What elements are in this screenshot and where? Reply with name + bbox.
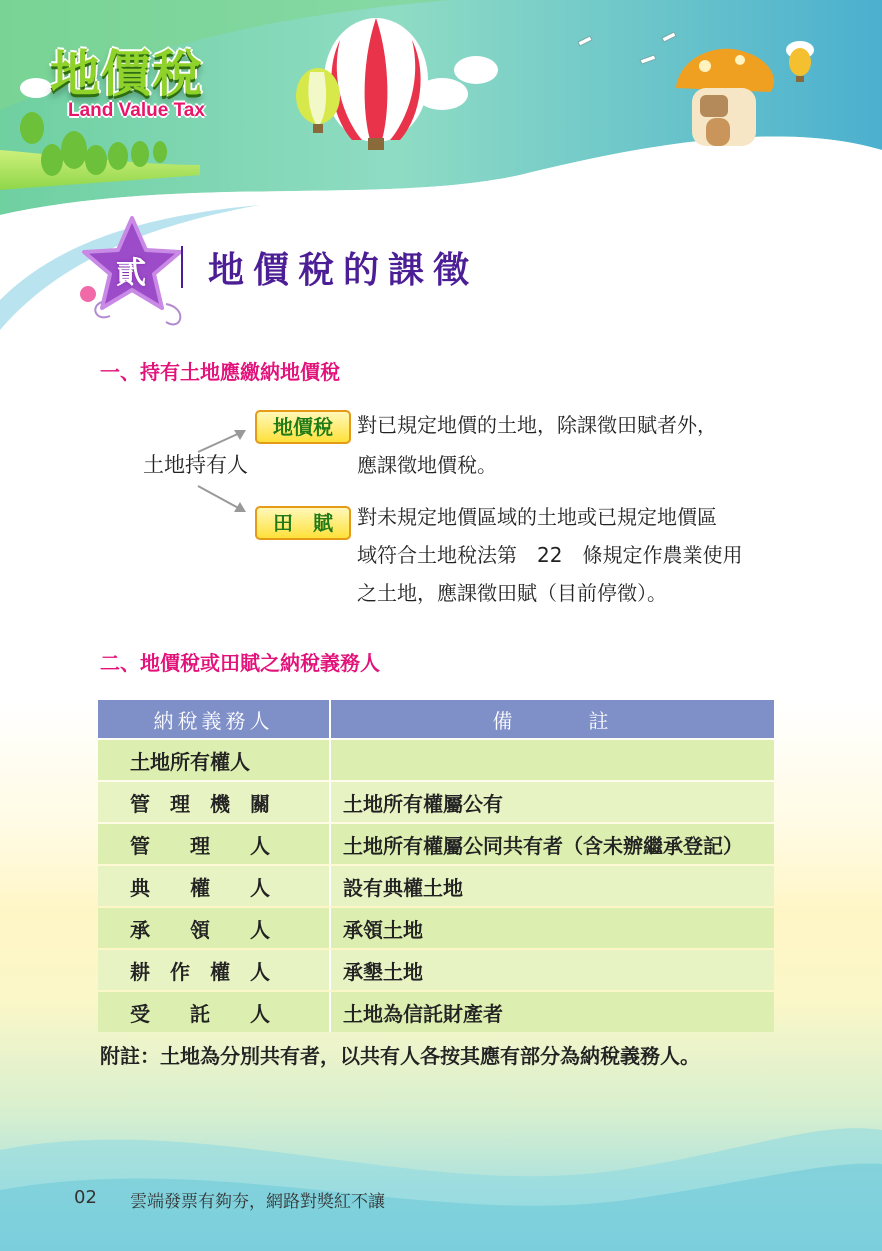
- remarks-cell: 土地所有權屬公同共有者（含未辦繼承登記）: [331, 824, 774, 864]
- taxpayer-cell: 耕 作 權 人: [98, 950, 331, 990]
- table-row: [98, 824, 774, 864]
- table-row: [98, 740, 774, 780]
- part2-heading: 二、地價稅或田賦之納稅義務人: [100, 651, 380, 675]
- taxpayer-cell: 土地所有權人: [98, 740, 331, 780]
- field-tax-description-line2: 域符合土地稅法第 22 條規定作農業使用: [357, 543, 743, 567]
- brand-subtitle: Land Value Tax: [68, 100, 205, 121]
- remarks-cell: 土地為信託財產者: [331, 992, 774, 1032]
- taxpayer-cell: 管 理 人: [98, 824, 331, 864]
- table-header-taxpayer: 納稅義務人: [98, 700, 331, 738]
- branch-arrows: [190, 420, 260, 520]
- taxpayer-cell: 管 理 機 關: [98, 782, 331, 822]
- footer-slogan: 雲端發票有夠夯，網路對獎紅不讓: [130, 1192, 385, 1212]
- lvt-description-line2: 應課徵地價稅。: [357, 453, 497, 477]
- field-tax-description-line3: 之土地，應課徵田賦（目前停徵）。: [357, 581, 667, 605]
- table-row: [98, 866, 774, 906]
- taxpayer-cell: 典 權 人: [98, 866, 331, 906]
- footnote: 附註：土地為分別共有者，以共有人各按其應有部分為納稅義務人。: [100, 1044, 700, 1068]
- taxpayer-cell: 受 託 人: [98, 992, 331, 1032]
- remarks-cell: 承墾土地: [331, 950, 774, 990]
- section-title: 地價稅的課徵: [208, 250, 479, 291]
- remarks-cell: 承領土地: [331, 908, 774, 948]
- remarks-cell: 設有典權土地: [331, 866, 774, 906]
- table-row: [98, 908, 774, 948]
- land-holder-label: 土地持有人: [143, 453, 248, 477]
- remarks-cell: [331, 740, 774, 780]
- taxpayer-table: [98, 698, 774, 1034]
- page-number: 02: [74, 1187, 97, 1208]
- table-row: [98, 992, 774, 1032]
- table-row: [98, 782, 774, 822]
- field-tax-description-line1: 對未規定地價區域的土地或已規定地價區: [357, 505, 717, 529]
- section-number: 貳: [116, 256, 146, 291]
- brand-title: 地價稅: [50, 45, 203, 103]
- lvt-description-line1: 對已規定地價的土地，除課徵田賦者外，: [357, 413, 717, 437]
- table-header-remarks: 備 註: [331, 700, 774, 738]
- taxpayer-cell: 承 領 人: [98, 908, 331, 948]
- table-header-row: [98, 700, 774, 738]
- field-tax-tag: 田 賦: [255, 506, 351, 540]
- remarks-cell: 土地所有權屬公有: [331, 782, 774, 822]
- bottom-wave: [0, 1090, 882, 1251]
- land-value-tax-tag: 地價稅: [255, 410, 351, 444]
- table-row: [98, 950, 774, 990]
- section-divider: [181, 246, 183, 288]
- part1-heading: 一、持有土地應繳納地價稅: [100, 360, 340, 384]
